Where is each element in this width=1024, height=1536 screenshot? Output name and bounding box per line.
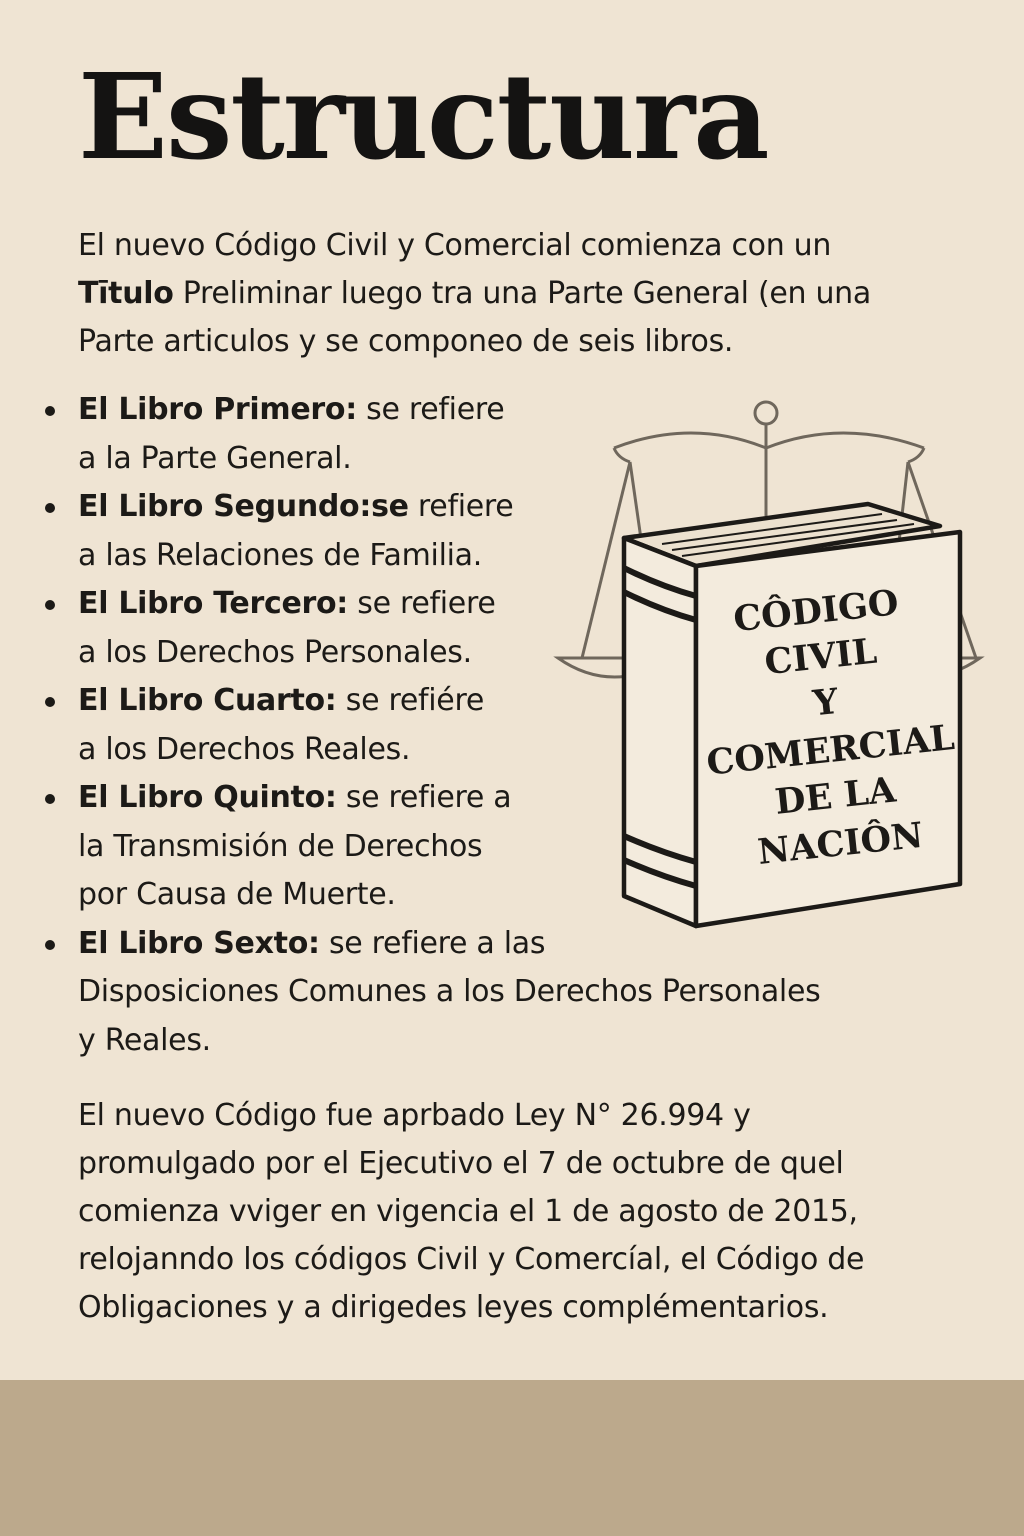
- book-desc-line: Disposiciones Comunes a los Derechos Personales: [78, 974, 821, 1009]
- closing-paragraph: [78, 1092, 978, 1332]
- book-label: El Libro Sexto:: [78, 925, 320, 961]
- book-desc-line: a los Derechos Personales.: [78, 634, 472, 670]
- book-cover-line: NACIÔN: [755, 814, 926, 873]
- book-cover-line: Y: [810, 680, 841, 725]
- intro-line-1: El nuevo Código Civil y Comercial comienza con un: [78, 228, 832, 263]
- book-desc: se refiere a: [336, 780, 512, 815]
- book-desc-line: a los Derechos Reales.: [78, 731, 411, 767]
- footer-band: [0, 1380, 1024, 1536]
- intro-paragraph: [78, 222, 968, 366]
- closing-line-5: Obligaciones y a dirigedes leyes complémentarios.: [78, 1290, 829, 1325]
- book-label: El Libro Tercero:: [78, 586, 348, 621]
- page-title: Estructura: [78, 47, 768, 186]
- book-desc-line: la Transmisión de Derechos: [78, 828, 483, 864]
- book-desc: se refiére: [336, 683, 484, 718]
- book-cover-line: DE LA: [773, 769, 898, 823]
- law-number: Ley N° 26.994: [513, 1098, 724, 1133]
- closing-line-4: relojanndo los códigos Civil y Comercíal, el Código de: [78, 1242, 865, 1277]
- book-cover-line: COMERCIAL: [704, 716, 957, 784]
- closing-line-1c: y: [723, 1098, 751, 1133]
- book-desc-line: por Causa de Muerte.: [78, 877, 396, 912]
- intro-bold-word: Tītulo: [78, 276, 174, 311]
- book-cover-line: CÔDIGO: [731, 582, 901, 641]
- book-desc-line: a las Relaciones de Familia.: [78, 537, 482, 573]
- code-book-illustration: [552, 396, 992, 946]
- book-desc: se refiere: [348, 586, 496, 621]
- book-desc-line: a la Parte General.: [78, 440, 352, 476]
- closing-line-2: promulgado por el Ejecutivo el 7 de octubre de quel: [78, 1146, 844, 1181]
- book-desc-line: y Reales.: [78, 1022, 211, 1058]
- closing-line-1a: El nuevo Código fue aprbado: [78, 1098, 514, 1133]
- book-desc: se refiere a las: [319, 925, 546, 961]
- book-cover-line: CIVIL: [762, 630, 879, 684]
- intro-line-2: Preliminar luego tra una Parte General (en una: [173, 276, 871, 311]
- book-label: El Libro Cuarto:: [78, 683, 337, 718]
- closing-line-3: comienza vviger en vigencia el 1 de agosto de 2015,: [78, 1194, 858, 1229]
- book-label: El Libro Quinto:: [78, 780, 337, 815]
- book-label: El Libro Segundo:se: [78, 489, 409, 524]
- book-desc: refiere: [408, 489, 514, 524]
- intro-line-3: Parte articulos y se componeo de seis libros.: [78, 324, 734, 359]
- book-desc: se refiere: [356, 392, 505, 427]
- book-label: El Libro Primero:: [78, 392, 357, 427]
